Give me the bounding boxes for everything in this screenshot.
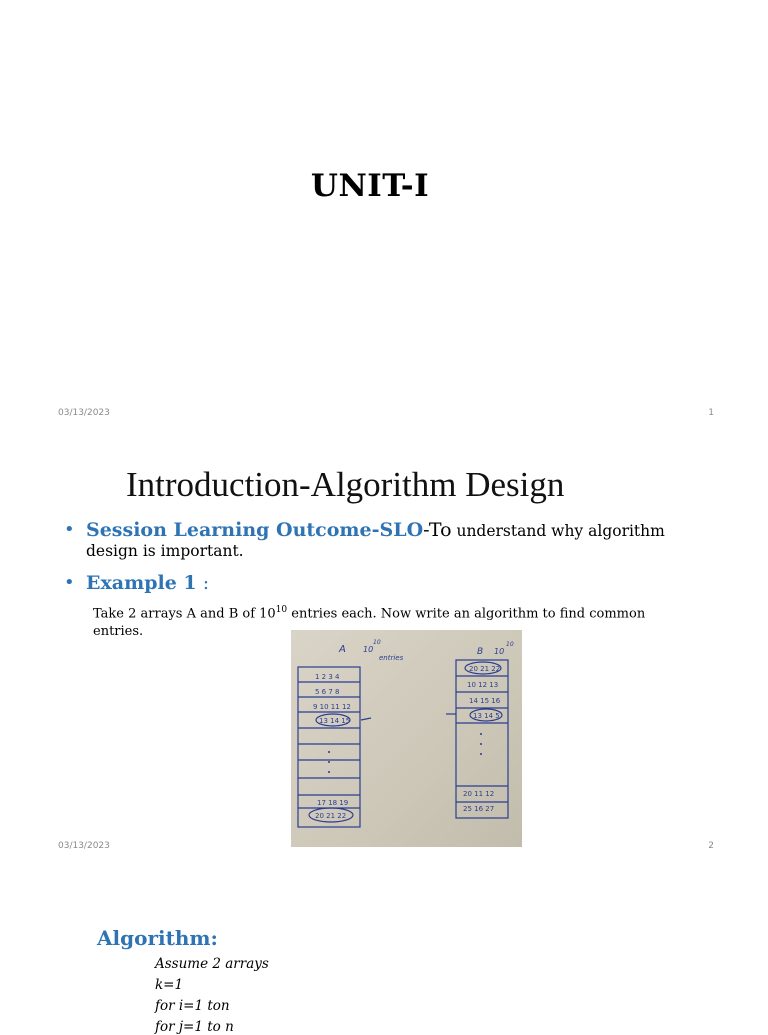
take-part2: entries each. Now write an algorithm to find common <box>287 606 646 622</box>
example-heading: Example 1 <box>86 572 197 594</box>
slo-text-line1: understand why algorithm <box>451 522 665 540</box>
algorithm-line: for j=1 to n <box>155 1019 234 1035</box>
example-colon: : <box>196 572 210 594</box>
algorithm-line: for i=1 ton <box>155 998 230 1014</box>
bullet-slo-content <box>86 519 684 560</box>
array-b-entry: 20 11 12 <box>463 790 495 798</box>
array-a-entry: 5 6 7 8 <box>315 688 340 696</box>
slide-1-number: 1 <box>708 408 714 418</box>
bullet-dot-icon: • <box>64 519 75 540</box>
slide-2 <box>0 433 768 866</box>
slide-1 <box>0 0 768 433</box>
array-a-entry: 20 21 22 <box>315 812 347 820</box>
slo-dash: -To <box>423 519 452 541</box>
algorithm-line: k=1 <box>155 977 184 993</box>
slide-1-date: 03/13/2023 <box>58 408 110 418</box>
array-sketch-svg <box>291 630 522 847</box>
slide-2-number: 2 <box>708 841 714 851</box>
array-a-entries <box>313 673 351 820</box>
array-sketch-photo <box>291 630 522 847</box>
slo-heading: Session Learning Outcome-SLO <box>86 519 424 541</box>
sketch-labels <box>338 639 514 662</box>
slide-1-title: UNIT-I <box>310 168 430 204</box>
array-b-entry: 10 12 13 <box>467 681 499 689</box>
ellipsis-dots <box>328 733 482 773</box>
array-b-entry: 14 15 16 <box>469 697 501 705</box>
slo-text-line2: design is important. <box>86 542 244 560</box>
label-b-note: 10 <box>494 647 505 656</box>
label-a-word: entries <box>379 654 404 662</box>
label-a: A <box>339 644 346 655</box>
array-b-entry: 25 16 27 <box>463 805 495 813</box>
bullet-example <box>64 572 684 594</box>
array-a-entry: 17 18 19 <box>317 799 349 807</box>
take-line2: entries. <box>93 624 144 640</box>
array-b-entries <box>463 665 501 813</box>
slide-2-date: 03/13/2023 <box>58 841 110 851</box>
label-b: B <box>477 647 484 657</box>
bullet-slo <box>64 519 684 560</box>
slide-3 <box>0 866 768 1035</box>
label-a-exp: 10 <box>373 639 381 646</box>
slide-2-title: Introduction-Algorithm Design <box>126 465 565 504</box>
array-a-entry: 9 10 11 12 <box>313 703 351 711</box>
label-b-exp: 10 <box>506 641 514 648</box>
algorithm-heading: Algorithm: <box>97 926 218 950</box>
array-b-entry: 13 14 5 <box>473 712 500 720</box>
bullet-example-content <box>86 572 684 594</box>
bullet-dot-icon: • <box>64 572 75 593</box>
array-b-entry: 20 21 22 <box>469 665 501 673</box>
label-a-note: 10 <box>363 645 374 654</box>
take-part1: Take 2 arrays A and B of 10 <box>93 606 276 622</box>
array-a-entry: 1 2 3 4 <box>315 673 340 681</box>
take-exponent: 10 <box>275 605 288 615</box>
algorithm-line: Assume 2 arrays <box>155 956 269 972</box>
array-a-entry: 13 14 15 <box>319 717 351 725</box>
